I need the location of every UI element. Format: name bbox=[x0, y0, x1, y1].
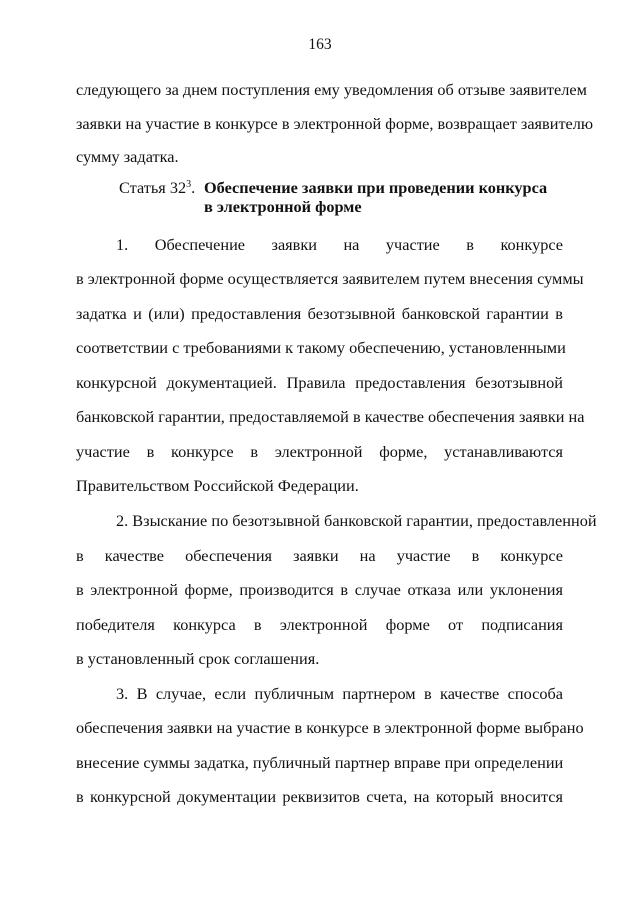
paragraph-line: 1. Обеспечение заявки на участие в конкурсе bbox=[116, 235, 563, 254]
paragraph-line: соответствии с требованиями к такому обеспечению, установленными bbox=[76, 338, 566, 357]
paragraph-line: участие в конкурсе в электронной форме, устанавливаются bbox=[76, 442, 563, 461]
paragraph-line: 2. Взыскание по безотзывной банковской гарантии, предоставленной bbox=[116, 511, 597, 530]
paragraph-line: обеспечения заявки на участие в конкурсе в электронной форме выбрано bbox=[76, 718, 584, 737]
paragraph-line: в электронной форме осуществляется заявителем путем внесения суммы bbox=[76, 269, 584, 288]
paragraph-line: задатка и (или) предоставления безотзывной банковской гарантии в bbox=[76, 304, 563, 323]
paragraph-line: внесение суммы задатка, публичный партнер вправе при определении bbox=[76, 753, 564, 772]
paragraph-line: в установленный срок соглашения. bbox=[76, 649, 320, 668]
article-label-prefix: Статья 32 bbox=[119, 178, 187, 197]
page-number: 163 bbox=[308, 36, 332, 53]
article-label-superscript: 3 bbox=[186, 179, 192, 190]
paragraph-line: в электронной форме, производится в случае отказа или уклонения bbox=[76, 580, 563, 599]
paragraph-line: конкурсной документацией. Правила предоставления безотзывной bbox=[76, 373, 563, 392]
text-line: следующего за днем поступления ему уведомления об отзыве заявителем bbox=[76, 80, 587, 99]
paragraph-line: победителя конкурса в электронной форме от подписания bbox=[76, 615, 563, 634]
article-label-suffix: . bbox=[191, 178, 196, 197]
paragraph-line: 3. В случае, если публичным партнером в качестве способа bbox=[116, 684, 563, 703]
paragraph-line: в качестве обеспечения заявки на участие в конкурсе bbox=[76, 546, 563, 565]
article-label bbox=[119, 178, 195, 198]
text-line: заявки на участие в конкурсе в электронной форме, возвращает заявителю bbox=[76, 114, 594, 133]
paragraph-line: в конкурсной документации реквизитов счета, на который вносится bbox=[76, 787, 563, 806]
text-line: сумму задатка. bbox=[76, 147, 179, 166]
article-title-line: Обеспечение заявки при проведении конкурса bbox=[204, 178, 548, 197]
paragraph-line: банковской гарантии, предоставляемой в качестве обеспечения заявки на bbox=[76, 407, 585, 426]
paragraph-line: Правительством Российской Федерации. bbox=[76, 476, 359, 495]
article-title-line: в электронной форме bbox=[204, 197, 362, 216]
